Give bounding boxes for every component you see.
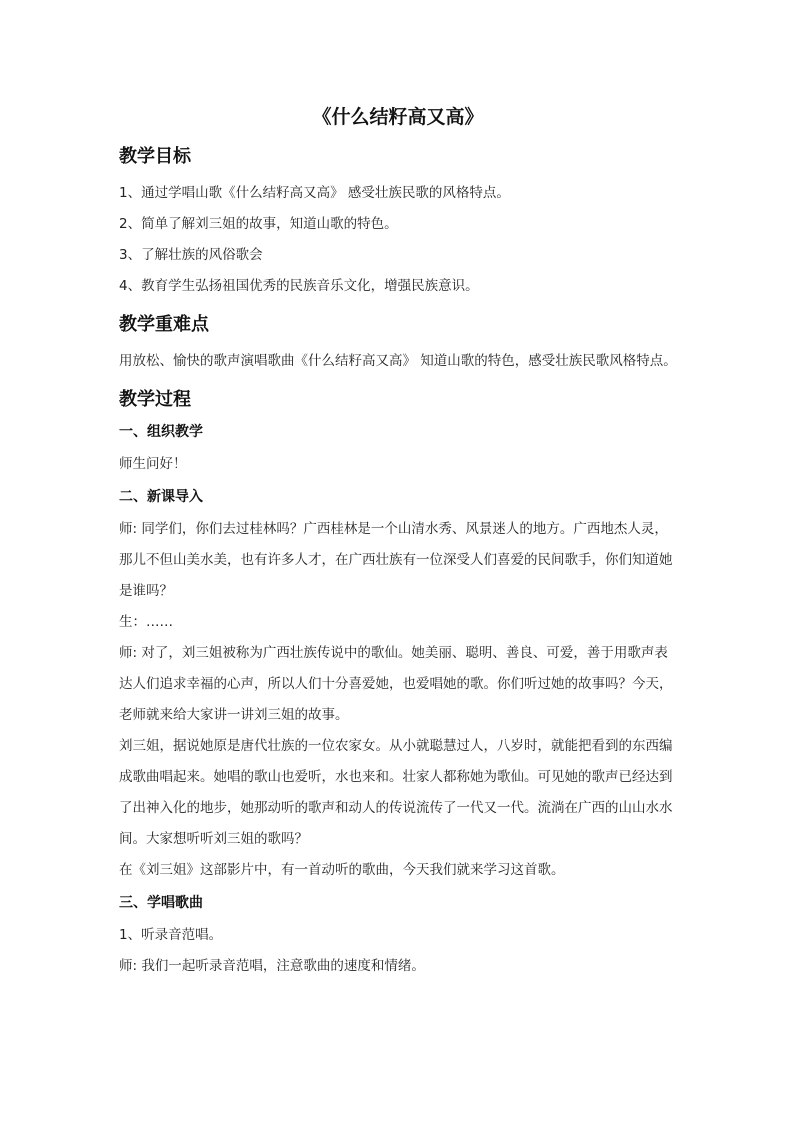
step2-paragraph-3: 师: 对了，刘三姐被称为广西壮族传说中的歌仙。她美丽、聪明、善良、可爱，善于用歌声表达人们追求幸福的心声，所以人们十分喜爱她，也爱唱她的歌。你们听过她的故事吗？今天，老师就来给大家讲一讲刘三姐的故事。 xyxy=(119,645,673,723)
step2-paragraph-1: 师: 同学们，你们去过桂林吗？广西桂林是一个山清水秀、风景迷人的地方。广西地杰人灵，那儿不但山美水美，也有许多人才，在广西壮族有一位深受人们喜爱的民间歌手，你们知道她是谁吗？ xyxy=(119,521,673,599)
keypoints-heading: 教学重难点 xyxy=(119,314,209,335)
objective-item-2: 2、简单了解刘三姐的故事，知道山歌的特色。 xyxy=(119,216,398,232)
objective-item-4: 4、教育学生弘扬祖国优秀的民族音乐文化，增强民族意识。 xyxy=(119,278,479,294)
step1-heading: 一、组织教学 xyxy=(119,424,203,440)
objective-item-1: 1、通过学唱山歌《什么结籽高又高》 感受壮族民歌的风格特点。 xyxy=(119,185,510,201)
objective-item-3: 3、了解壮族的风俗歌会 xyxy=(119,247,263,263)
step2-paragraph-5: 在《刘三姐》这部影片中，有一首动听的歌曲，今天我们就来学习这首歌。 xyxy=(119,862,565,878)
step2-heading: 二、新课导入 xyxy=(119,489,203,505)
keypoints-text: 用放松、愉快的歌声演唱歌曲《什么结籽高又高》 知道山歌的特色，感受壮族民歌风格特点。 xyxy=(119,353,677,369)
step2-paragraph-4: 刘三姐，据说她原是唐代壮族的一位农家女。从小就聪慧过人，八岁时，就能把看到的东西编成歌曲唱起来。她唱的歌山也爱听，水也来和。壮家人都称她为歌仙。可见她的歌声已经达到了出神入化的地步，她那动听的歌声和动人的传说流传了一代又一代。流淌在广西的山山水水间。大家想听听刘三姐的歌吗？ xyxy=(119,738,673,847)
step3-heading: 三、学唱歌曲 xyxy=(119,895,203,911)
step2-paragraph-2: 生：…… xyxy=(119,614,173,630)
process-heading: 教学过程 xyxy=(119,389,191,410)
document-title: 《什么结籽高又高》 xyxy=(312,106,484,128)
document-body xyxy=(119,100,677,982)
step3-paragraph-2: 师: 我们一起听录音范唱，注意歌曲的速度和情绪。 xyxy=(119,958,425,974)
objectives-heading: 教学目标 xyxy=(119,146,191,167)
step3-paragraph-1: 1、听录音范唱。 xyxy=(119,927,223,943)
step1-text: 师生问好！ xyxy=(119,456,187,472)
